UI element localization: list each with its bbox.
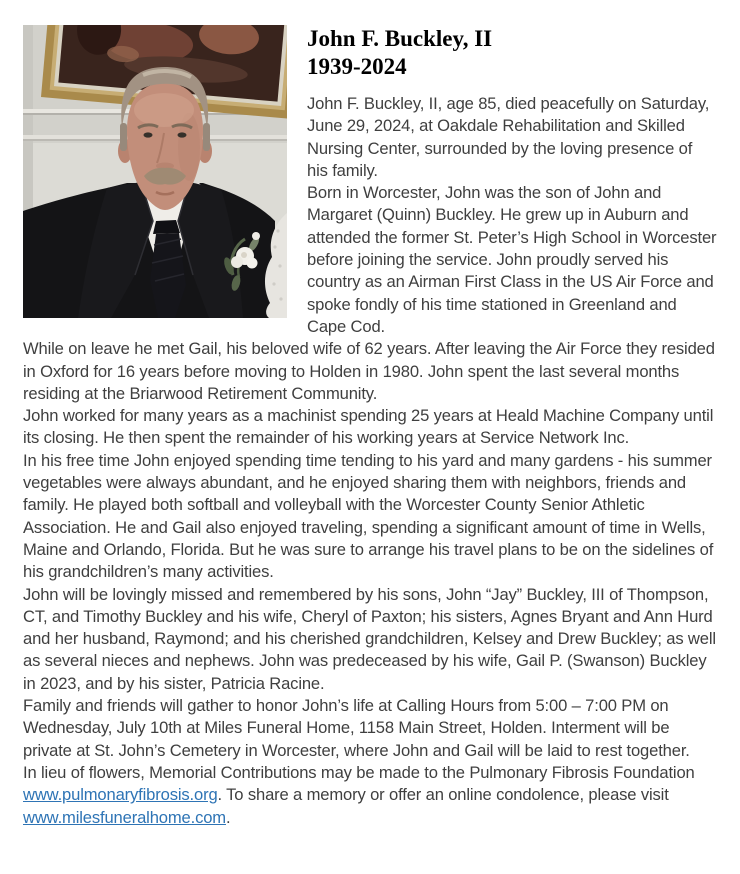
obituary-paragraph-memorial-contributions [23,762,717,829]
closing-text-between-links: . To share a memory or offer an online condolence, please visit [217,785,669,805]
obituary-paragraph-survivors: John will be lovingly missed and remembered by his sons, John “Jay” Buckley, III of Thompson, CT, and Timothy Buckley and his wife, Cheryl of Paxton; his sisters, Agnes Bryant and Ann Hurd and her husband, Raymond; and his cherished grandchildren, Kelsey and Drew Buckley; as well as several nieces and nephews. John was predeceased by his wife, Gail P. (Swanson) Buckley in 2023, and by his sister, Patricia Racine. [23,584,716,693]
obituary-paragraph-early-life: Born in Worcester, John was the son of John and Margaret (Quinn) Buckley. He grew up in Auburn and attended the former St. Peter’s High School in Worcester before joining the service. John proudly served his country as an Airman First Class in the US Air Force and spoke fondly of his time stationed in Greenland and Cape Cod. [307,183,717,336]
pulmonary-fibrosis-link[interactable]: www.pulmonaryfibrosis.org [23,785,218,805]
portrait-photo [23,25,287,318]
obituary-paragraph-career: John worked for many years as a machinist spending 25 years at Heald Machine Company until its closing. He then spent the remainder of his working years at Service Network Inc. [23,406,714,448]
suit-torso [23,182,275,318]
deceased-name-title: John F. Buckley, II [307,26,493,51]
life-years: 1939-2024 [307,54,407,79]
closing-text-before-first-link: In lieu of flowers, Memorial Contributions may be made to the Pulmonary Fibrosis Foundation [23,762,695,782]
obituary-paragraph-marriage: While on leave he met Gail, his beloved wife of 62 years. After leaving the Air Force they resided in Oxford for 16 years before moving to Holden in 1980. John spent the last several months residing at the Briarwood Retirement Community. [23,339,715,403]
obituary-paragraph-hobbies: In his free time John enjoyed spending time tending to his yard and many gardens - his summer vegetables were always abundant, and he enjoyed sharing them with neighbors, friends and family. He played both softball and volleyball with the Worcester County Senior Athletic Association. He and Gail also enjoyed traveling, spending a significant amount of time in Wells, Maine and Orlando, Florida. But he was sure to arrange his travel plans to be on the sidelines of his grandchildren’s many activities. [23,450,714,582]
miles-funeral-home-link[interactable]: www.milesfuneralhome.com [23,807,226,827]
portrait-photo-illustration [23,25,287,318]
closing-text-after-second-link: . [225,807,231,827]
obituary-paragraph-death-notice: John F. Buckley, II, age 85, died peacefully on Saturday, June 29, 2024, at Oakdale Rehabilitation and Skilled Nursing Center, surrounded by the loving presence of his family. [307,94,710,180]
obituary-paragraph-services: Family and friends will gather to honor John’s life at Calling Hours from 5:00 – 7:00 PM on Wednesday, July 10th at Miles Funeral Home, 1158 Main Street, Holden. Interment will be private at St. John’s Cemetery in Worcester, where John and Gail will be laid to rest together. [23,696,690,760]
